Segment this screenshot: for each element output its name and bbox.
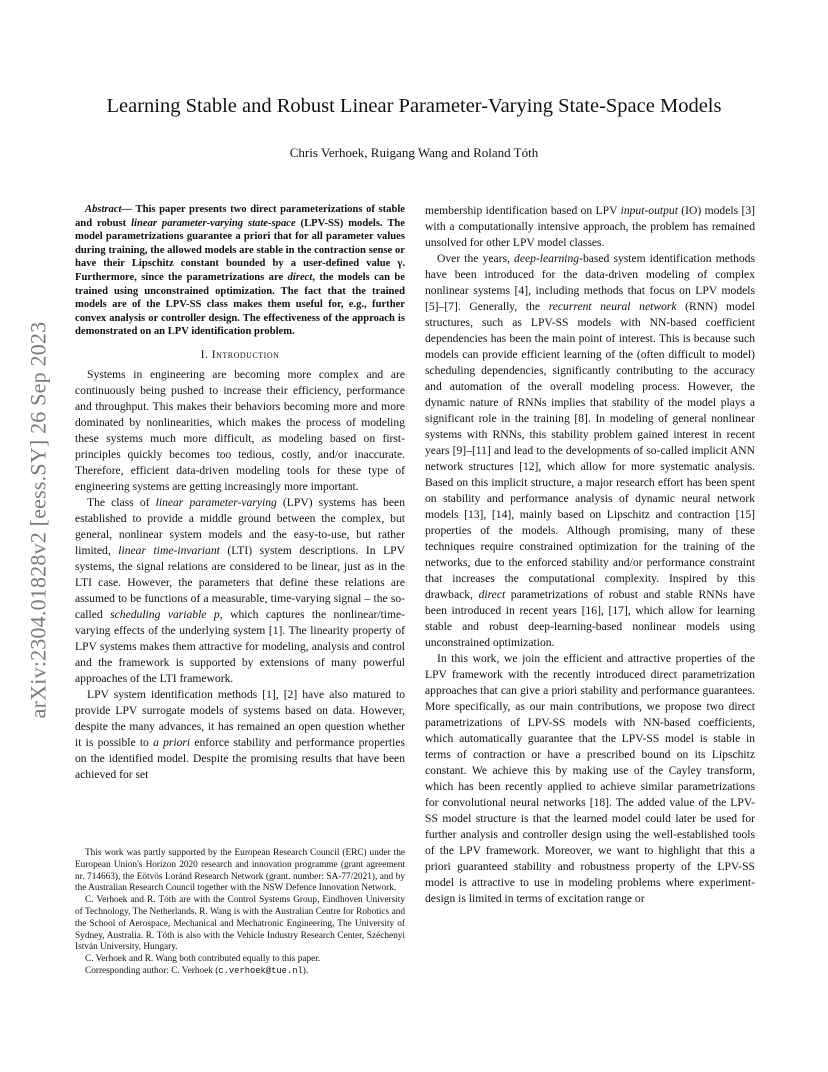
author-list: Chris Verhoek, Ruigang Wang and Roland Tóth [289,145,539,160]
left-column [75,203,405,783]
paper-title: Learning Stable and Robust Linear Parameter-Varying State-Space Models [106,95,722,117]
introduction-body-left [75,367,405,783]
footnote-affiliations: C. Verhoek and R. Tóth are with the Control Systems Group, Eindhoven University of Technology, The Netherlands. R. Wang is with the Australian Centre for Robotics and the School of Aerospace, Mechanical and Mechatronic Engineering, The University of Sydney, Australia. R. Tóth is also with the Vehicle Industry Research Center, Széchenyi István University, Hungary. [75,895,405,953]
paragraph: Over the years, deep-learning-based system identification methods have been introduced for the data-driven modeling of complex nonlinear systems [4], including methods that focus on LPV models [5]–[7]. Generally, the recurrent neural network (RNN) model structures, such as LPV-SS models with NN-based coefficient dependencies has been the main point of interest. This is because such models can provide efficient learning of the (often difficult to model) scheduling dependencies, significantly contributing to the accuracy and automation of the overall modeling process. However, the dynamic nature of RNNs implies that stability of the model plays a significant role in the training [8]. In modeling of general nonlinear systems with RNNs, this stability problem gained interest in recent years [9]–[11] and lead to the developments of so-called implicit ANN network structures [12], which allow for more systematic analysis. Based on this implicit structure, a major research effort has been spent on stability and performance analysis of dynamic neural network models [13], [14], mainly based on Lipschitz and contraction [15] properties of the models. Although promising, many of these techniques require constrained optimization for the training of the networks, due to the enforced stability and/or performance constraint that increases the computational complexity. Inspired by this drawback, direct parametrizations of robust and stable RNNs have been introduced in recent years [16], [17], which allow for learning stable and robust deep-learning-based nonlinear models using unconstrained optimization. [425,252,755,649]
footnote-corresponding: Corresponding author: C. Verhoek (c.verhoek@tue.nl). [85,965,309,976]
footnote-funding: This work was partly supported by the European Research Council (ERC) under the European Union's Horizon 2020 research and innovation programme (grant agreement nr. 714663), the Eötvös Loránd Research Network (grant. number: SA-77/2021), and by the Australian Research Council together with the NSW Defence Innovation Network. [75,848,405,894]
paragraph: Systems in engineering are becoming more complex and are continuously being pushed to increase their efficiency, performance and throughput. This makes their behaviors becoming more and more dominated by nonlinearities, which makes the process of modeling these systems much more difficult, as modeling based on first-principles quickly becomes too tedious, costly, and/or inaccurate. Therefore, efficient data-driven modeling tools for these type of engineering systems are getting increasingly more important. [75,367,405,493]
paragraph: membership identification based on LPV input-output (IO) models [3] with a computationally intensive approach, the problem has remained unsolved for other LPV model classes. [425,204,755,249]
right-column [425,203,755,907]
abstract-lead: Abstract— [85,204,133,215]
footnotes [75,848,405,978]
section-heading-introduction: I. Introduction [200,347,280,361]
corresponding-email-link[interactable]: c.verhoek@tue.nl [218,965,303,976]
paragraph: The class of linear parameter-varying (LPV) systems has been established to provide a middle ground between the complex, but general, nonlinear system models and the easy-to-use, but rather limited, linear time-invariant (LTI) system descriptions. In LPV systems, the signal relations are considered to be linear, just as in the LTI case. However, the parameters that define these relations are assumed to be functions of a measurable, time-varying signal – the so-called scheduling variable p, which captures the nonlinear/time-varying effects of the underlying system [1]. The linearity property of LPV systems makes them attractive for modeling, analysis and control and the framework is supported by extensions of many powerful approaches of the LTI framework. [75,495,406,685]
paragraph: In this work, we join the efficient and attractive properties of the LPV framework with the recently introduced direct parametrization approaches that can give a priori stability and performance guarantees. More specifically, as our main contributions, we propose two direct parametrizations of LPV-SS models with NN-based coefficients, which automatically guarantee that the LPV-SS model is stable in terms of contraction or have a prescribed bound on its Lipschitz constant. We achieve this by making use of the Cayley transform, which has been recently applied to achieve similar parametrizations for convolutional neural networks [18]. The added value of the LPV-SS model structure is that the learned model could later be used for further analysis and controller design using the well-established tools of the LPV framework. Moreover, we want to highlight that this a priori guaranteed stability and robustness property of the LPV-SS model is attractive to use in modeling problems where experiment-design is limited in terms of excitation range or [425,652,755,905]
abstract: Abstract— This paper presents two direct parameterizations of stable and robust linear parameter-varying state-space (LPV-SS) models. The model parametrizations guarantee a priori that for all parameter values during training, the allowed models are stable in the contraction sense or have their Lipschitz constant bounded by a user-defined value γ. Furthermore, since the parametrizations are direct, the models can be trained using unconstrained optimization. The fact that the trained models are of the LPV-SS class makes them useful for, e.g., further convex analysis or controller design. The effectiveness of the approach is demonstrated on an LPV identification problem. [75,204,405,338]
paragraph: LPV system identification methods [1], [2] have also matured to provide LPV surrogate models of systems based on data. However, despite the many advances, it has remained an open question whether it is possible to a priori enforce stability and performance properties on the identified model. Despite the promising results that have been achieved for set [75,687,405,781]
arxiv-stamp [10,280,66,760]
arxiv-identifier: arXiv:2304.01828v2 [eess.SY] 26 Sep 2023 [25,321,51,719]
footnote-contribution: C. Verhoek and R. Wang both contributed equally to this paper. [85,954,321,965]
